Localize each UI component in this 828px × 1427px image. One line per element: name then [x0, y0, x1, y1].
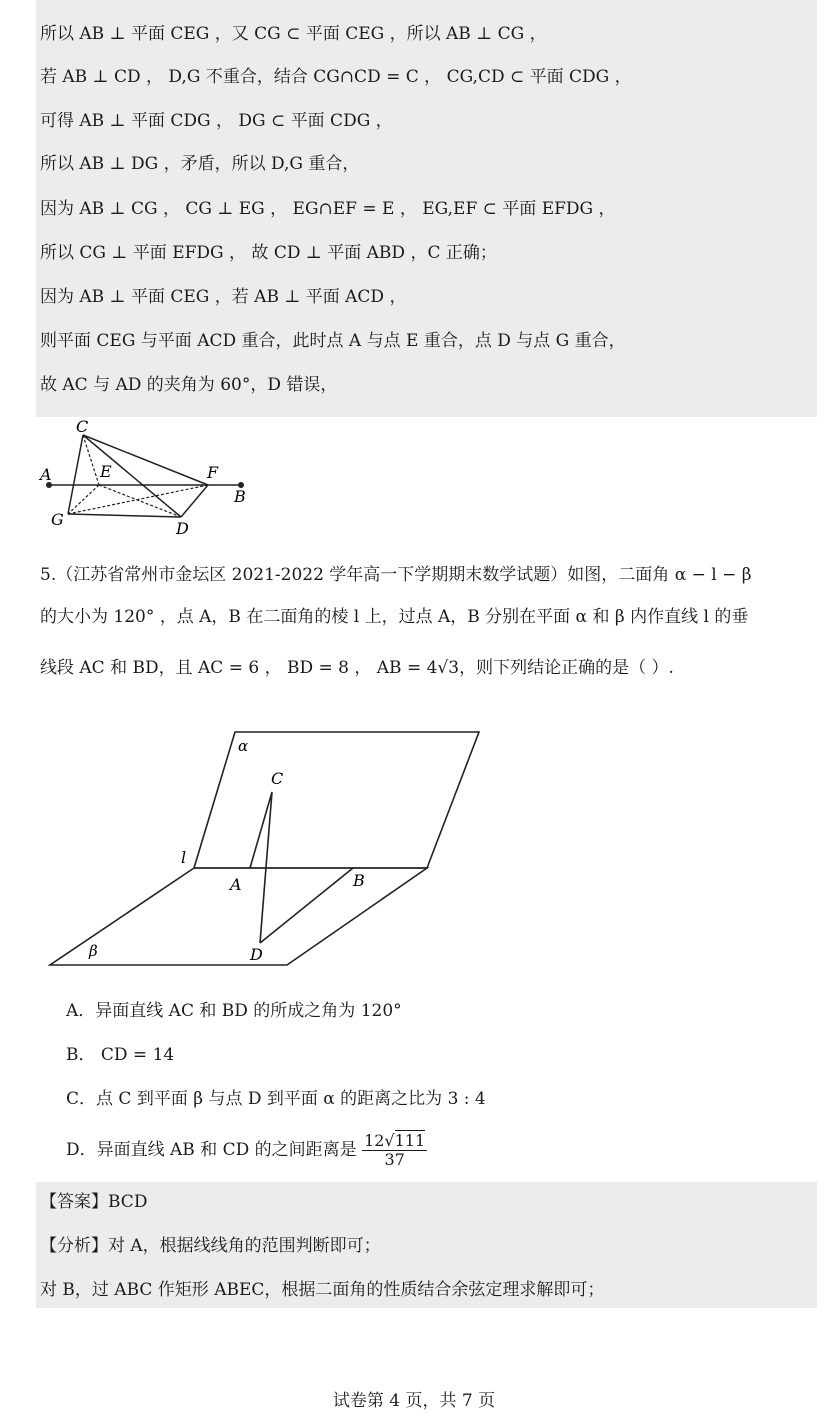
- fig1-label-b: B: [234, 487, 246, 506]
- solution-line-9: 故 AC 与 AD 的夹角为 60°，D 错误，: [40, 375, 338, 395]
- fig2-label-d: D: [250, 945, 263, 964]
- fig2-label-b: B: [353, 871, 365, 890]
- figure-1-tetrahedron: [36, 417, 250, 539]
- option-d-text: D．异面直线 AB 和 CD 的之间距离是: [66, 1140, 357, 1160]
- fig2-label-beta: β: [89, 942, 98, 960]
- fig2-label-alpha: α: [238, 737, 249, 755]
- question-line-2: 的大小为 120° ，点 A，B 在二面角的棱 l 上，过点 A，B 分别在平面 α 和 β 内作直线 l 的垂: [40, 607, 749, 627]
- option-d-radicand: 111: [394, 1131, 426, 1150]
- fig1-label-c: C: [76, 417, 89, 436]
- solution-line-1: 所以 AB ⊥ 平面 CEG ，又 CG ⊂ 平面 CEG ，所以 AB ⊥ CG ，: [40, 24, 547, 44]
- question-line-1: 5.（江苏省常州市金坛区 2021-2022 学年高一下学期期末数学试题）如图，二面角 α − l − β: [40, 565, 752, 585]
- option-d-denominator: 37: [384, 1150, 405, 1169]
- solution-line-7: 因为 AB ⊥ 平面 CEG ，若 AB ⊥ 平面 ACD ，: [40, 287, 407, 307]
- figure-2-dihedral-angle: [40, 720, 490, 970]
- solution-line-2: 若 AB ⊥ CD ， D,G 不重合，结合 CG∩CD = C ， CG,CD ⊂ 平面 CDG ，: [40, 67, 632, 87]
- fig1-label-g: G: [51, 510, 64, 529]
- solution-line-3: 可得 AB ⊥ 平面 CDG ， DG ⊂ 平面 CDG ，: [40, 111, 393, 131]
- fig1-label-e: E: [100, 462, 112, 481]
- option-d-numerator: 12: [364, 1131, 385, 1150]
- answer-line: 【答案】BCD: [40, 1192, 148, 1212]
- page-footer: 试卷第 4 页，共 7 页: [332, 1391, 496, 1411]
- fig1-label-d: D: [176, 519, 189, 538]
- solution-line-8: 则平面 CEG 与平面 ACD 重合，此时点 A 与点 E 重合，点 D 与点 G 重合，: [40, 331, 626, 351]
- option-d: [66, 1132, 427, 1169]
- solution-line-6: 所以 CG ⊥ 平面 EFDG ， 故 CD ⊥ 平面 ABD ，C 正确；: [40, 243, 497, 263]
- fig2-label-a: A: [230, 875, 242, 894]
- option-b: B． CD = 14: [66, 1045, 175, 1065]
- option-c: C．点 C 到平面 β 与点 D 到平面 α 的距离之比为 3 : 4: [66, 1089, 486, 1109]
- fig2-label-c: C: [271, 769, 284, 788]
- analysis-line-1: 【分析】对 A，根据线线角的范围判断即可；: [40, 1236, 381, 1256]
- fig2-label-l: l: [181, 848, 187, 867]
- question-line-3: 线段 AC 和 BD，且 AC = 6 ， BD = 8 ， AB = 4√3，则下列结论正确的是（ ）.: [40, 658, 674, 678]
- analysis-line-2: 对 B，过 ABC 作矩形 ABEC，根据二面角的性质结合余弦定理求解即可；: [40, 1280, 605, 1300]
- option-a: A．异面直线 AC 和 BD 的所成之角为 120°: [66, 1001, 402, 1021]
- solution-line-4: 所以 AB ⊥ DG ，矛盾，所以 D,G 重合，: [40, 154, 360, 174]
- option-d-fraction: $\frac{12√111}{37}$: [364, 1131, 426, 1169]
- solution-line-5: 因为 AB ⊥ CG ， CG ⊥ EG ， EG∩EF = E ， EG,EF ⊂ 平面 EFDG ，: [40, 199, 616, 219]
- fig1-label-a: A: [40, 465, 52, 484]
- fig1-label-f: F: [207, 463, 219, 482]
